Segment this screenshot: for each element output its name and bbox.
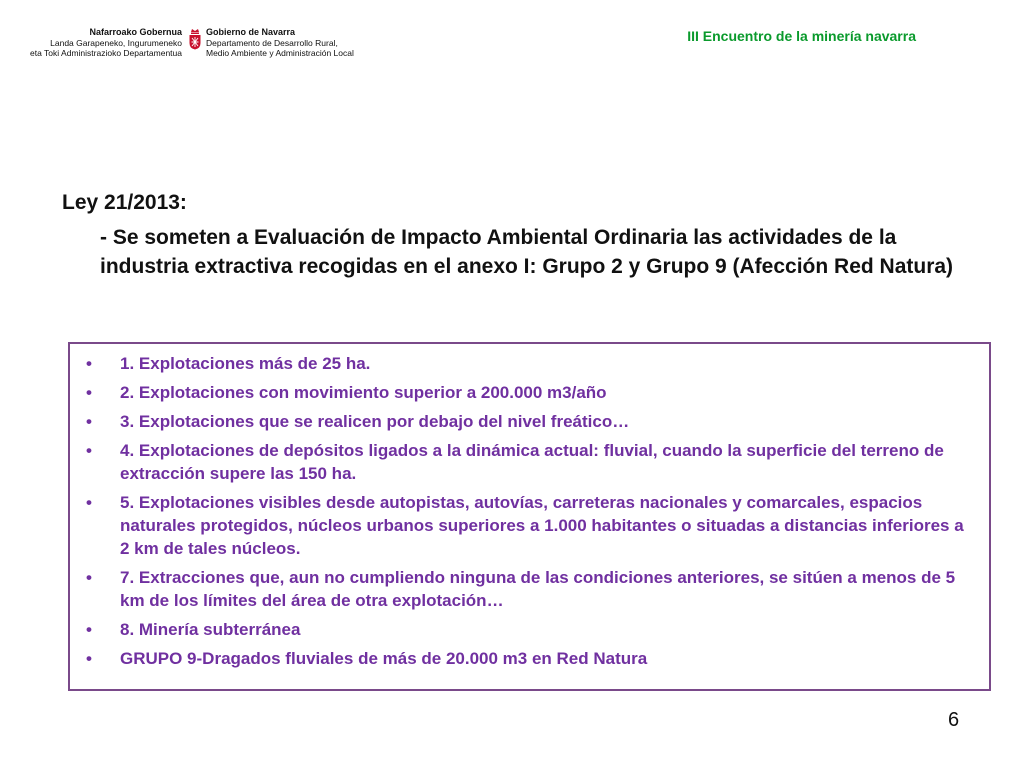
list-item-text: 5. Explotaciones visibles desde autopistas, autovías, carreteras nacionales y comarcales, espacios naturales protegidos, núcleos urbanos superiores a 1.000 habitantes o situadas a distancias inferiores a 2 km de tales núcleos. — [120, 493, 964, 558]
bullet-icon: • — [86, 383, 92, 402]
list-item — [70, 566, 977, 612]
list-item-text: 1. Explotaciones más de 25 ha. — [120, 354, 371, 373]
law-description: - Se someten a Evaluación de Impacto Ambiental Ordinaria las actividades de la industria extractiva recogidas en el anexo I: Grupo 2 y Grupo 9 (Afección Red Natura) — [100, 226, 954, 278]
logo-spanish-text — [206, 27, 354, 59]
bullet-icon: • — [86, 620, 92, 639]
list-item — [70, 439, 977, 485]
government-logo — [28, 27, 368, 69]
logo-spanish-dept-line1: Departamento de Desarrollo Rural, — [206, 37, 338, 48]
logo-spanish-org: Gobierno de Navarra — [206, 27, 296, 37]
list-item — [70, 381, 977, 404]
list-item-text: 8. Minería subterránea — [120, 620, 301, 639]
list-item — [70, 647, 977, 670]
coat-of-arms-icon — [188, 28, 202, 50]
logo-basque-dept-line2: eta Toki Administrazioko Departamentua — [30, 48, 182, 58]
list-item-text: 4. Explotaciones de depósitos ligados a la dinámica actual: fluvial, cuando la superficie del terreno de extracción supere las 150 ha. — [120, 441, 944, 483]
law-title: Ley 21/2013: — [62, 191, 187, 214]
list-item-text: 7. Extracciones que, aun no cumpliendo ninguna de las condiciones anteriores, se sitúen a menos de 5 km de los límites del área de otra explotación… — [120, 568, 956, 610]
list-item — [70, 410, 977, 433]
bullet-icon: • — [86, 649, 92, 668]
law-section — [62, 188, 982, 281]
bullet-icon: • — [86, 568, 92, 587]
list-item-text: GRUPO 9-Dragados fluviales de más de 20.000 m3 en Red Natura — [120, 649, 648, 668]
logo-basque-text — [30, 27, 182, 59]
activities-box — [68, 342, 991, 691]
list-item — [70, 618, 977, 641]
bullet-icon: • — [86, 412, 92, 431]
activities-list — [70, 344, 989, 670]
page-number: 6 — [948, 709, 960, 731]
logo-basque-org: Nafarroako Gobernua — [89, 27, 182, 37]
bullet-icon: • — [86, 493, 92, 512]
list-item — [70, 491, 977, 560]
logo-basque-dept-line1: Landa Garapeneko, Ingurumeneko — [50, 37, 182, 48]
bullet-icon: • — [86, 354, 92, 373]
list-item — [70, 352, 977, 375]
list-item-text: 3. Explotaciones que se realicen por debajo del nivel freático… — [120, 412, 630, 431]
bullet-icon: • — [86, 441, 92, 460]
event-title: III Encuentro de la minería navarra — [687, 28, 916, 44]
logo-spanish-dept-line2: Medio Ambiente y Administración Local — [206, 48, 354, 58]
list-item-text: 2. Explotaciones con movimiento superior a 200.000 m3/año — [120, 383, 607, 402]
